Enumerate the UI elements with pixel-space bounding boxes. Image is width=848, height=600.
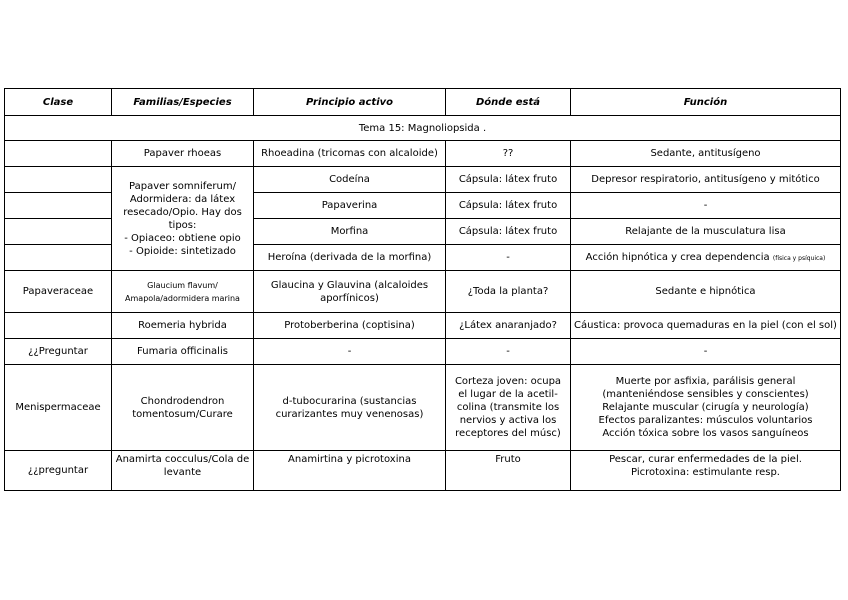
- donde-fumaria: -: [446, 339, 571, 365]
- funcion-morfina: Relajante de la musculatura lisa: [571, 219, 841, 245]
- fam-somniferum-text: Papaver somniferum/ Adormidera: da látex resecado/Opio. Hay dos tipos:: [123, 180, 242, 231]
- table-row: [5, 271, 841, 313]
- funcion-glaucium: Sedante e hipnótica: [571, 271, 841, 313]
- table-row: [5, 339, 841, 365]
- fam-somniferum-opioide: - Opioide: sintetizado: [129, 245, 236, 257]
- donde-glaucium: ¿Toda la planta?: [446, 271, 571, 313]
- pharmacology-table: [4, 88, 841, 491]
- table-row: [5, 167, 841, 193]
- donde-codeina: Cápsula: látex fruto: [446, 167, 571, 193]
- donde-chondrodendron: Corteza joven: ocupa el lugar de la acetil-colina (transmite los nervios y activa los receptores del músc): [446, 365, 571, 451]
- donde-morfina: Cápsula: látex fruto: [446, 219, 571, 245]
- principio-papaverina: Papaverina: [254, 193, 446, 219]
- funcion-chondrodendron: [571, 365, 841, 451]
- funcion-papaverina: -: [571, 193, 841, 219]
- principio-heroina: Heroína (derivada de la morfina): [254, 245, 446, 271]
- fam-glaucium: Glaucium flavum/ Amapola/adormidera marina: [112, 271, 254, 313]
- table-row: [5, 141, 841, 167]
- principio-fumaria: -: [254, 339, 446, 365]
- clase-papaveraceae: Papaveraceae: [5, 271, 112, 313]
- donde-heroina: -: [446, 245, 571, 271]
- table-row: [5, 451, 841, 491]
- tema-row: [5, 116, 841, 141]
- funcion-chondro-2: Relajante muscular (cirugía y neurología): [602, 402, 809, 413]
- tema-title: Tema 15: Magnoliopsida .: [5, 116, 841, 141]
- table-row: [5, 365, 841, 451]
- fam-chondrodendron: Chondrodendron tomentosum/Curare: [112, 365, 254, 451]
- principio-rhoeas: Rhoeadina (tricomas con alcaloide): [254, 141, 446, 167]
- funcion-roemeria: Cáustica: provoca quemaduras en la piel (con el sol): [571, 313, 841, 339]
- header-familias: Familias/Especies: [112, 89, 254, 116]
- fam-somniferum-opiaceo: - Opiaceo: obtiene opio: [124, 232, 241, 244]
- donde-roemeria: ¿Látex anaranjado?: [446, 313, 571, 339]
- donde-papaverina: Cápsula: látex fruto: [446, 193, 571, 219]
- fam-fumaria: Fumaria officinalis: [112, 339, 254, 365]
- header-donde: Dónde está: [446, 89, 571, 116]
- clase-empty-cell: [5, 245, 112, 271]
- funcion-chondro-3: Efectos paralizantes: músculos voluntarios: [598, 415, 813, 426]
- funcion-anamirta-2: Picrotoxina: estimulante resp.: [631, 467, 780, 478]
- header-row: [5, 89, 841, 116]
- clase-empty-cell: [5, 313, 112, 339]
- clase-menispermaceae-preguntar: ¿¿preguntar: [5, 451, 112, 491]
- funcion-heroina-note: (física y psíquica): [772, 254, 826, 262]
- donde-rhoeas: ??: [446, 141, 571, 167]
- clase-empty-cell: [5, 219, 112, 245]
- funcion-heroina-text: Acción hipnótica y crea dependencia: [585, 251, 770, 263]
- principio-roemeria: Protoberberina (coptisina): [254, 313, 446, 339]
- funcion-anamirta-1: Pescar, curar enfermedades de la piel.: [609, 454, 802, 465]
- header-clase: Clase: [5, 89, 112, 116]
- principio-anamirta: Anamirtina y picrotoxina: [254, 451, 446, 491]
- fam-rhoeas: Papaver rhoeas: [112, 141, 254, 167]
- clase-empty-cell: [5, 167, 112, 193]
- clase-papaveraceae-preguntar: ¿¿Preguntar: [5, 339, 112, 365]
- fam-somniferum: [112, 167, 254, 271]
- principio-chondrodendron: d-tubocurarina (sustancias curarizantes muy venenosas): [254, 365, 446, 451]
- header-principio: Principio activo: [254, 89, 446, 116]
- funcion-anamirta: [571, 451, 841, 491]
- fam-roemeria: Roemeria hybrida: [112, 313, 254, 339]
- funcion-chondro-4: Acción tóxica sobre los vasos sanguíneos: [602, 428, 809, 439]
- funcion-fumaria: -: [571, 339, 841, 365]
- donde-anamirta: Fruto: [446, 451, 571, 491]
- funcion-chondro-1: Muerte por asfixia, parálisis general (manteniéndose sensibles y conscientes): [602, 376, 809, 400]
- table-row: [5, 313, 841, 339]
- principio-codeina: Codeína: [254, 167, 446, 193]
- header-funcion: Función: [571, 89, 841, 116]
- clase-menispermaceae: Menispermaceae: [5, 365, 112, 451]
- funcion-heroina: [571, 245, 841, 271]
- funcion-codeina: Depresor respiratorio, antitusígeno y mitótico: [571, 167, 841, 193]
- funcion-rhoeas: Sedante, antitusígeno: [571, 141, 841, 167]
- clase-empty-cell: [5, 193, 112, 219]
- principio-glaucium: Glaucina y Glauvina (alcaloides aporfínicos): [254, 271, 446, 313]
- principio-morfina: Morfina: [254, 219, 446, 245]
- clase-empty-cell: [5, 141, 112, 167]
- fam-anamirta: Anamirta cocculus/Cola de levante: [112, 451, 254, 491]
